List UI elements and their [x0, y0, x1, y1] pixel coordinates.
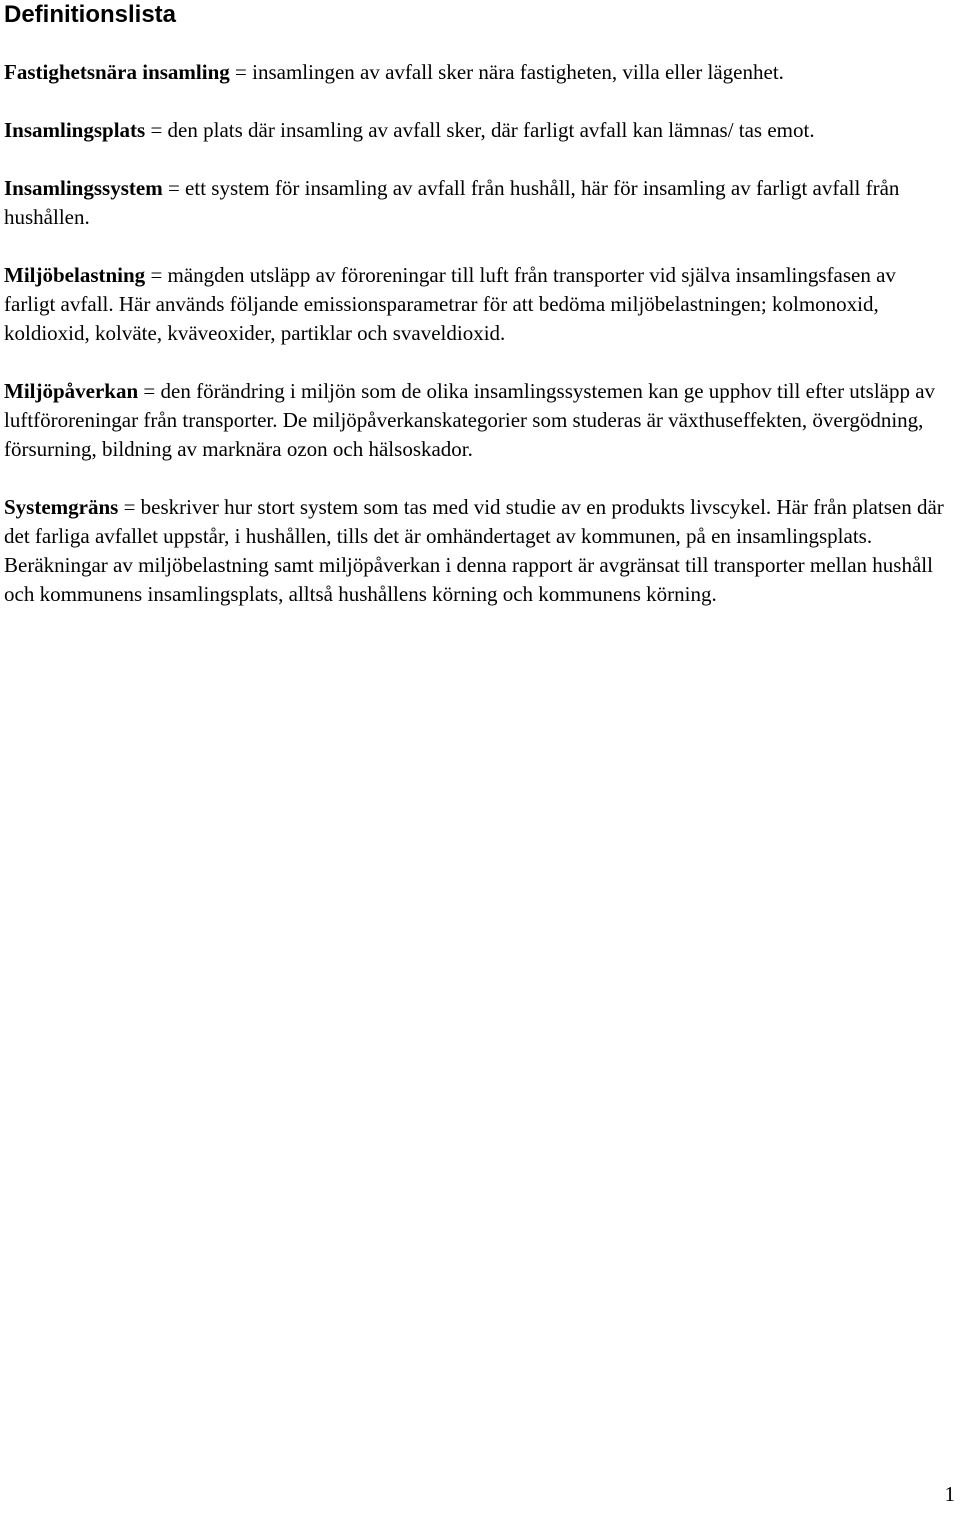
definition-term: Miljöpåverkan	[4, 379, 139, 403]
definition-term: Fastighetsnära insamling	[4, 60, 230, 84]
definition-term: Insamlingssystem	[4, 176, 163, 200]
definition-text: = mängden utsläpp av föroreningar till luft från transporter vid själva insamlingsfasen av farligt avfall. Här används följande emissionsparametrar för att bedöma miljöbelastningen; kolmonoxid, koldioxid, kolväte, kväveoxider, partiklar och svaveldioxid.	[4, 263, 896, 345]
definition-text: = den plats där insamling av avfall sker, där farligt avfall kan lämnas/ tas emot.	[145, 118, 815, 142]
definition-entry	[4, 493, 944, 609]
definition-text: = beskriver hur stort system som tas med vid studie av en produkts livscykel. Här från platsen där det farliga avfallet uppstår, i hushållen, tills det är omhändertaget av kommunen, på en insamlingsplats. Beräkningar av miljöbelastning samt miljöpåverkan i denna rapport är avgränsat till transporter mellan hushåll och kommunens insamlingsplats, alltså hushållens körning och kommunens körning.	[4, 495, 944, 606]
definition-entry	[4, 377, 944, 464]
page-title: Definitionslista	[4, 1, 177, 28]
definition-entry	[4, 174, 944, 232]
page-number: 1	[944, 1482, 955, 1506]
definition-term: Insamlingsplats	[4, 118, 146, 142]
definition-list	[4, 58, 944, 638]
definition-entry	[4, 116, 944, 145]
definition-term: Miljöbelastning	[4, 263, 146, 287]
definition-entry	[4, 58, 944, 87]
definition-entry	[4, 261, 944, 348]
definition-term: Systemgräns	[4, 495, 119, 519]
definition-text: = insamlingen av avfall sker nära fastigheten, villa eller lägenhet.	[229, 60, 784, 84]
definition-text: = den förändring i miljön som de olika insamlingssystemen kan ge upphov till efter utsläpp av luftföroreningar från transporter. De miljöpåverkanskategorier som studeras är växthuseffekten, övergödning, försurning, bildning av marknära ozon och hälsoskador.	[4, 379, 936, 461]
definition-text: = ett system för insamling av avfall från hushåll, här för insamling av farligt avfall från hushållen.	[4, 176, 900, 229]
